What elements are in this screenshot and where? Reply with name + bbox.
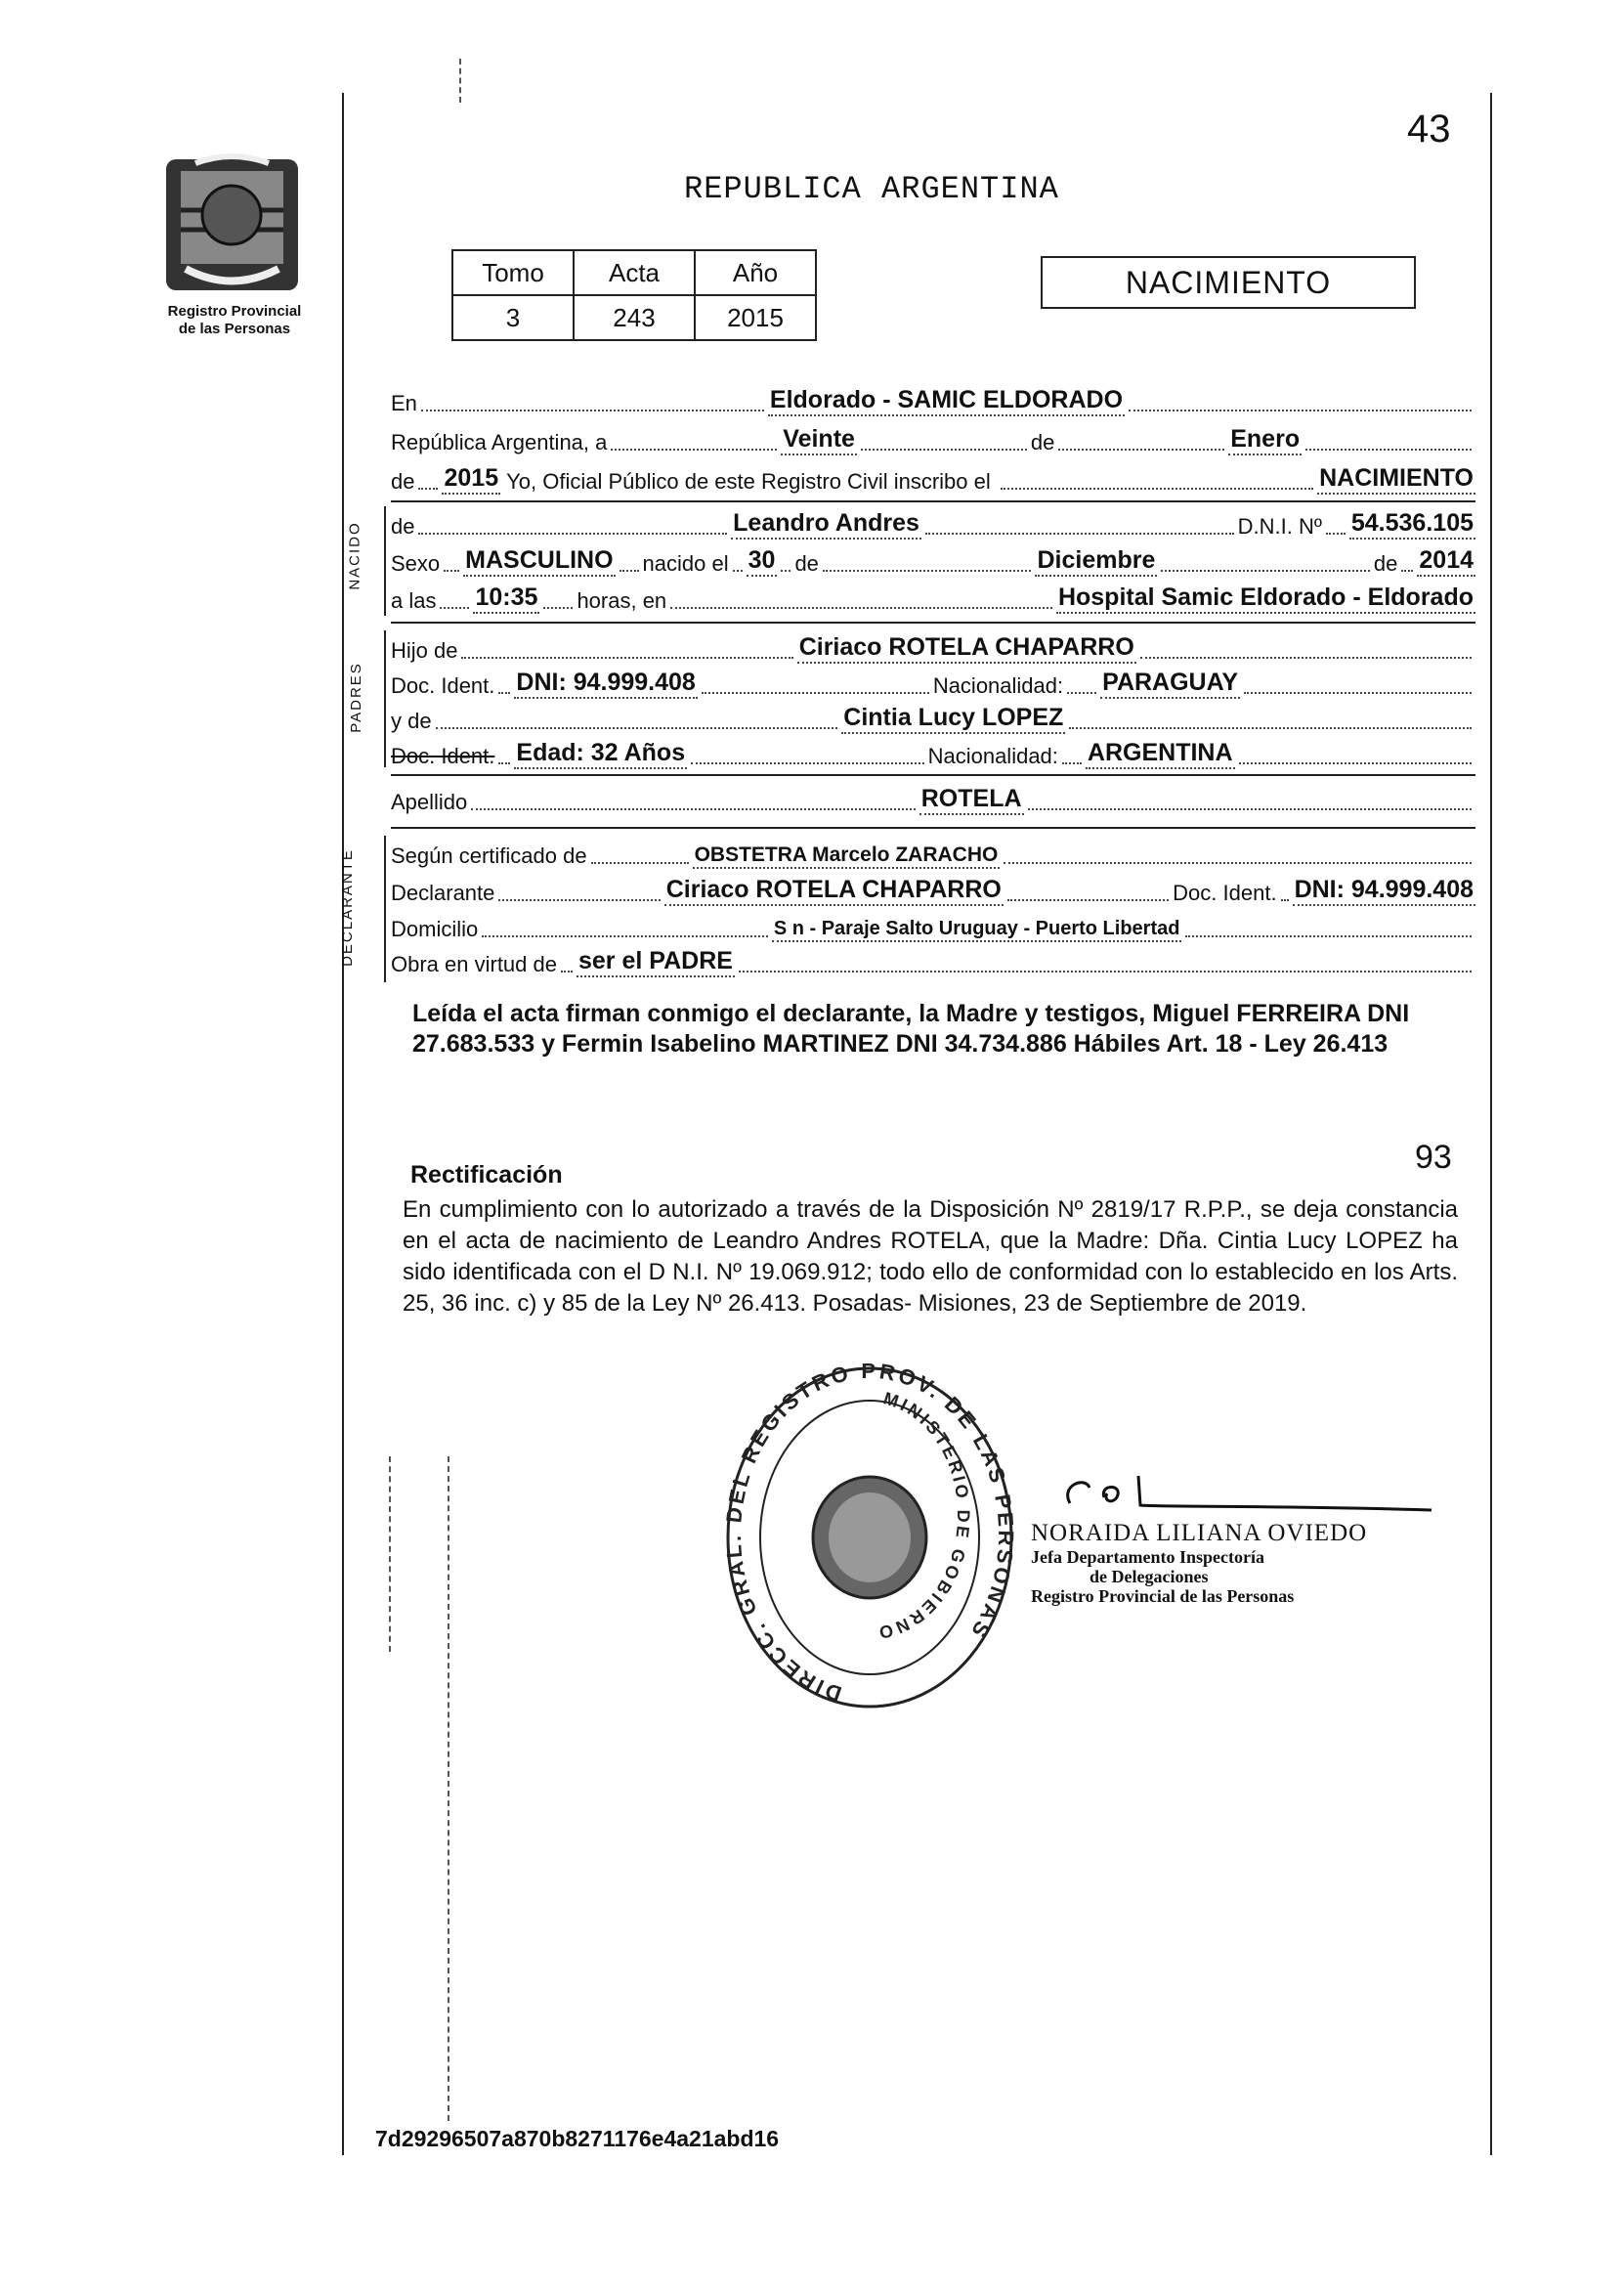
page-number: 43 xyxy=(1407,108,1451,151)
obra-label: Obra en virtud de xyxy=(391,952,557,976)
declarante-top-line xyxy=(391,827,1475,829)
padres-left-line xyxy=(384,630,386,767)
registry-stamp-icon xyxy=(723,1363,1016,1715)
record-type-box: NACIMIENTO xyxy=(1041,256,1416,309)
registry-table-header xyxy=(452,250,816,295)
padre-doc-value: DNI: 94.999.408 xyxy=(514,669,697,699)
row-nacido-de xyxy=(391,506,1475,540)
rectificacion-title: Rectificación xyxy=(410,1161,563,1189)
registry-name xyxy=(132,303,337,338)
registry-line-2: de las Personas xyxy=(178,321,291,337)
row-hijo-de xyxy=(391,630,1475,664)
hijo-de-label: Hijo de xyxy=(391,638,458,663)
madre-nacionalidad-label: Nacionalidad: xyxy=(927,744,1058,768)
inner-dash-line xyxy=(389,1456,391,1652)
republica-label: República Argentina, a xyxy=(391,430,608,454)
row-republica xyxy=(391,422,1475,455)
row-sexo xyxy=(391,543,1475,577)
declarante-doc-value: DNI: 94.999.408 xyxy=(1293,876,1475,906)
declarante-value: Ciriaco ROTELA CHAPARRO xyxy=(664,876,1004,906)
de2-label: de xyxy=(391,469,415,494)
row-certificado xyxy=(391,836,1475,869)
domicilio-value: S n - Paraje Salto Uruguay - Puerto Libertad xyxy=(772,918,1182,942)
province-seal xyxy=(156,151,308,298)
leyda-paragraph: Leída el acta firman conmigo el declarante, la Madre y testigos, Miguel FERREIRA DNI 27.683.533 y Fermin Isabelino MARTINEZ DNI 34.734.886 Hábiles Art. 18 - Ley 26.413 xyxy=(412,1000,1410,1058)
apellido-label: Apellido xyxy=(391,790,468,814)
anio-value: 2015 xyxy=(442,464,500,495)
madre-value: Cintia Lucy LOPEZ xyxy=(841,704,1065,734)
nacido-lugar-value: Hospital Samic Eldorado - Eldorado xyxy=(1056,584,1475,614)
hora-value: 10:35 xyxy=(473,584,539,614)
anio-value: 2015 xyxy=(695,295,816,340)
row-a-las xyxy=(391,581,1475,614)
domicilio-label: Domicilio xyxy=(391,917,479,941)
rectificacion-body: En cumplimiento con lo autorizado a través de la Disposición Nº 2819/17 R.P.P., se deja constancia en el acta de nacimiento de Leandro Andres ROTELA, que la Madre: Dña. Cintia Lucy LOPEZ ha sido identificada con el D N.I. Nº 19.069.912; todo ello de conformidad con lo establecido en los Arts. 25, 36 inc. c) y 85 de la Ley Nº 26.413. Posadas- Misiones, 23 de Septiembre de 2019. xyxy=(403,1196,1458,1317)
row-declarante xyxy=(391,873,1475,906)
padre-value: Ciriaco ROTELA CHAPARRO xyxy=(797,633,1136,664)
row-y-de xyxy=(391,701,1475,734)
row-en xyxy=(391,383,1475,416)
inscribo-label: Yo, Oficial Público de este Registro Civil inscribo el xyxy=(506,469,991,494)
signer-title-1: Jefa Departamento Inspectoría xyxy=(1031,1547,1264,1567)
nombre-value: Leandro Andres xyxy=(731,509,921,540)
row-domicilio xyxy=(391,909,1475,942)
en-label: En xyxy=(391,391,417,415)
nacido-de2-label: de xyxy=(794,551,819,576)
padres-top-line xyxy=(391,622,1475,624)
a-las-label: a las xyxy=(391,588,437,613)
certificado-value: OBSTETRA Marcelo ZARACHO xyxy=(693,843,1001,869)
stamp-outer-text: DIRECC. GRAL. DEL REGISTRO PROV. DE LAS PERSONAS xyxy=(723,1363,1016,1707)
lugar-value: Eldorado - SAMIC ELDORADO xyxy=(768,386,1125,416)
declarante-doc-label: Doc. Ident. xyxy=(1173,881,1277,905)
horas-en-label: horas, en xyxy=(577,588,667,613)
nacido-anio-value: 2014 xyxy=(1417,546,1475,577)
certificado-label: Según certificado de xyxy=(391,843,587,868)
obra-value: ser el PADRE xyxy=(577,947,735,977)
apellido-value: ROTELA xyxy=(919,785,1024,815)
madre-doc-label-struck: Doc. Ident. xyxy=(391,744,495,768)
rectificacion-number: 93 xyxy=(1415,1139,1452,1176)
signer-title-3: Registro Provincial de las Personas xyxy=(1031,1586,1295,1606)
tipo-value: NACIMIENTO xyxy=(1317,464,1475,495)
document-hash: 7d29296507a870b8271176e4a21abd16 xyxy=(375,2126,780,2151)
nacido-dia-value: 30 xyxy=(747,546,778,577)
top-dash-line xyxy=(459,59,461,103)
nacido-left-line xyxy=(384,506,386,616)
stamp-inner-text: MINISTERIO DE GOBIERNO xyxy=(875,1388,974,1643)
de-label: de xyxy=(1030,430,1055,454)
nacido-mes-value: Diciembre xyxy=(1035,546,1157,577)
signature-block xyxy=(1031,1466,1441,1606)
padres-section-label: PADRES xyxy=(347,662,364,733)
signer-name: NORAIDA LILIANA OVIEDO xyxy=(1031,1520,1368,1546)
declarante-left-line xyxy=(384,836,386,982)
row-obra xyxy=(391,944,1475,977)
nacido-de3-label: de xyxy=(1373,551,1398,576)
dni-label: D.N.I. Nº xyxy=(1237,514,1322,539)
nacido-de-label: de xyxy=(391,514,415,539)
acta-value: 243 xyxy=(574,295,695,340)
declarante-section-label: DECLARANTE xyxy=(338,848,356,967)
inner-dash-line-2 xyxy=(448,1456,449,2121)
dia-value: Veinte xyxy=(781,425,857,455)
padre-doc-label: Doc. Ident. xyxy=(391,673,495,698)
registry-line-1: Registro Provincial xyxy=(167,303,302,320)
registry-table-values xyxy=(452,295,816,340)
nacido-section-label: NACIDO xyxy=(346,521,363,590)
madre-doc-value: Edad: 32 Años xyxy=(514,739,687,769)
padre-nacionalidad-value: PARAGUAY xyxy=(1100,669,1240,699)
misiones-coat-of-arms-icon xyxy=(156,151,308,298)
madre-nacionalidad-value: ARGENTINA xyxy=(1086,739,1235,769)
declarante-label: Declarante xyxy=(391,881,495,905)
anio-header: Año xyxy=(695,250,816,295)
country-title: REPUBLICA ARGENTINA xyxy=(684,171,1059,207)
row-padre-doc xyxy=(391,666,1475,699)
sexo-value: MASCULINO xyxy=(463,546,615,577)
right-margin-line xyxy=(1490,93,1492,2155)
left-margin-line xyxy=(342,93,344,2155)
apellido-top-line xyxy=(391,774,1475,776)
tomo-value: 3 xyxy=(452,295,574,340)
official-stamp xyxy=(723,1363,1016,1715)
signer-title-2: de Delegaciones xyxy=(1090,1567,1209,1586)
nacido-el-label: nacido el xyxy=(642,551,729,576)
nacido-top-line xyxy=(391,500,1475,502)
registry-table xyxy=(451,249,817,341)
row-anio xyxy=(391,461,1475,495)
tomo-header: Tomo xyxy=(452,250,574,295)
y-de-label: y de xyxy=(391,709,432,733)
acta-header: Acta xyxy=(574,250,695,295)
padre-nacionalidad-label: Nacionalidad: xyxy=(932,673,1064,698)
dni-value: 54.536.105 xyxy=(1349,509,1475,540)
row-madre-doc xyxy=(391,736,1475,769)
mes-value: Enero xyxy=(1228,425,1302,455)
sexo-label: Sexo xyxy=(391,551,441,576)
handwritten-signature-icon xyxy=(1031,1466,1441,1515)
row-apellido xyxy=(391,782,1475,815)
